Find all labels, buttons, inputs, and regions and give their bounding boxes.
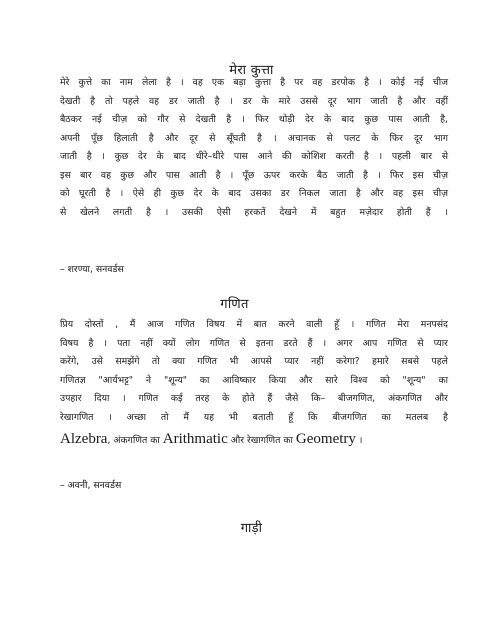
text-line: मेरे कुत्ते का नाम लेला है । वह एक बड़ा कुत्ता है पर वह डरपोक है । कोई नई चीज [60, 77, 448, 88]
text-line: देखती है तो पहले वह डर जाती है । डर के मारे उससे दूर भाग जाती है और वहीं [60, 95, 448, 107]
english-word: Alzebra [60, 431, 108, 447]
author-signature: – अवनी, सनवर्डस [60, 480, 122, 491]
section-title-gaadi: गाड़ी [240, 521, 263, 536]
text-line: करेंगे, उसे समझेंगे तो क्या गणित भी आपसे प्यार नहीं करेगा? हमारे सबसे पहले [60, 356, 448, 367]
text-fragment: । [355, 435, 363, 446]
text-line: गणितज्ञ "आर्यभट्ट" ने "शून्य" का आविष्कार किया और सारे विश्व को "शून्य" का [60, 374, 448, 386]
text-line: को घूरती है । ऐसे ही कुछ देर के बाद उसका डर निकल जाता है और वह इस चीज़ [60, 188, 448, 199]
author-signature: – शरण्या, सनवर्डस [60, 264, 124, 275]
text-line: विषय है । पता नहीं क्यों लोग गणित से इतना डरते हैं । अगर आप गणित से प्यार [60, 337, 448, 349]
english-word: Geometry [295, 431, 356, 447]
text-line: प्रिय दोस्तों , मैं आज गणित विषय में बात करने वाली हूँ । गणित मेरा मनपसंद [60, 319, 448, 330]
text-line: जाती है । कुछ देर के बाद धीरे–धीरे पास आने की कोशिश करती है । पहली बार से [60, 151, 448, 162]
english-word: Arithmatic [162, 431, 228, 447]
section-title-mera-kutta: मेरा कुत्ता [229, 63, 274, 78]
text-line: बैठकर नई चीज़ को गौर से देखती है । फिर थोड़ी देर के बाद कुछ पास आती है, [60, 114, 448, 125]
text-line: उपहार दिया । गणित कई तरह के होते हैं जैसे कि– बीजगणित, अंकगणित और [60, 393, 448, 404]
text-line: से खेलने लगती है । उसकी ऐसी हरकतें देखने में बहुत मज़ेदार होती हैं । [60, 206, 448, 218]
text-fragment: , अंकगणित का [107, 435, 163, 446]
text-fragment: और रेखागणित का [227, 435, 296, 446]
text-line: रेखागणित । अच्छा तो मैं यह भी बताती हूँ कि बीजगणित का मतलब है [60, 411, 448, 423]
text-line: अपनी पूँछ हिलाती है और दूर से सूँघती है । अचानक से पलट के फिर दूर भाग [60, 132, 448, 144]
paragraph-ganit [60, 316, 448, 452]
text-line-mixed-script [60, 428, 448, 452]
paragraph-mera-kutta [60, 74, 448, 222]
section-title-ganit: गणित [220, 297, 249, 312]
text-line: इस बार वह कुछ और पास आती है । पूँछ ऊपर करके बैठ जाती है । फिर इस चीज़ [60, 169, 448, 181]
